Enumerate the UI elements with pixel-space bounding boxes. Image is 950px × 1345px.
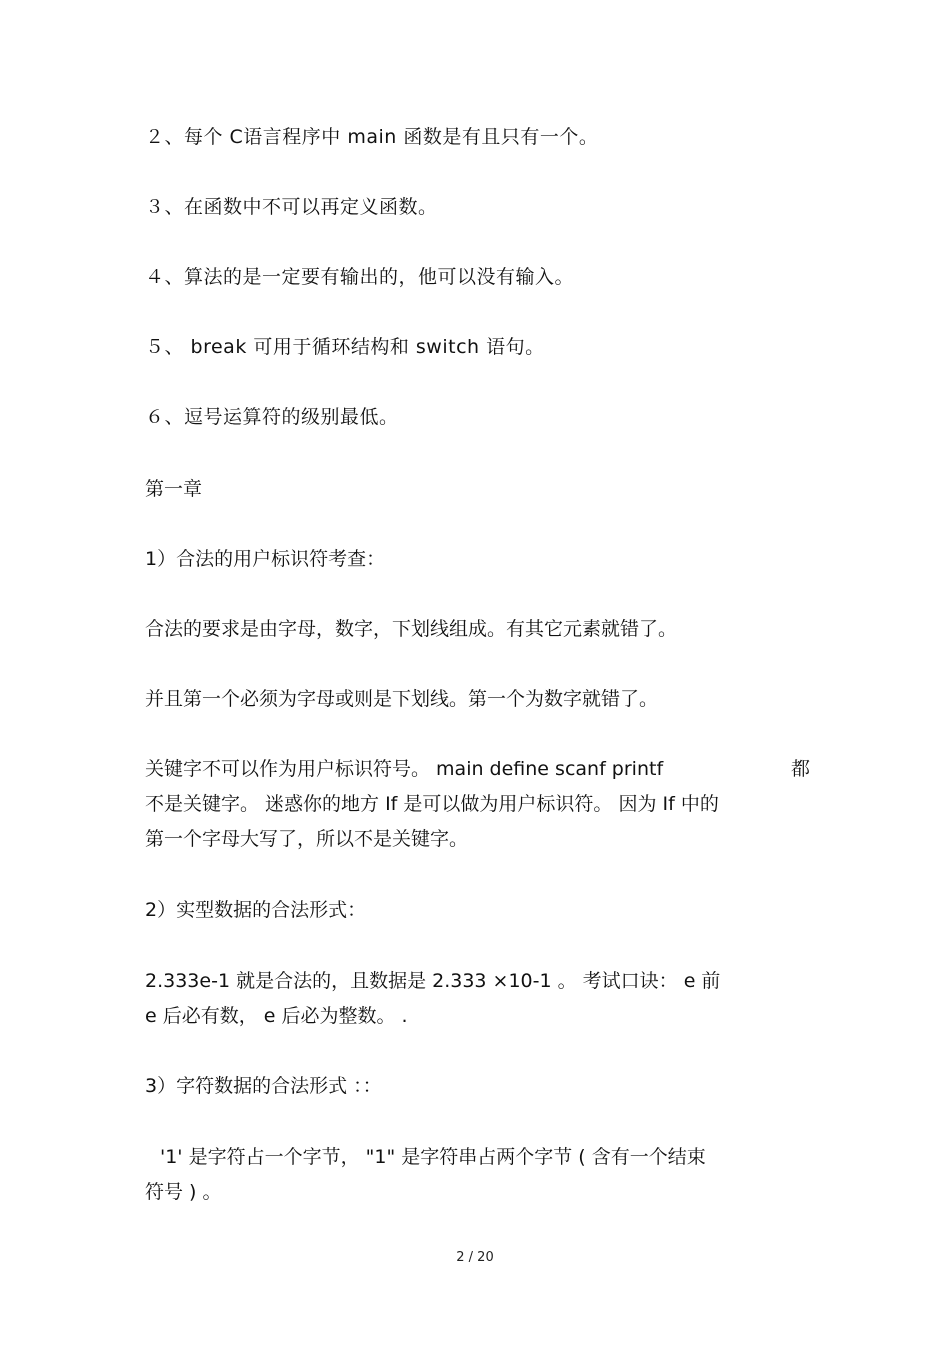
section1-paragraph-2: 并且第一个必须为字母或则是下划线。第一个为数字就错了。 (145, 688, 659, 710)
page-number: 2 / 20 (456, 1250, 494, 1265)
list-item-4: ４、算法的是一定要有输出的，他可以没有输入。 (145, 266, 575, 288)
section3-paragraph (145, 1140, 810, 1210)
section1-paragraph-3 (145, 752, 810, 857)
list-item-3: ３、在函数中不可以再定义函数。 (145, 196, 438, 218)
section3-heading: 3）字符数据的合法形式 ：： (145, 1075, 382, 1097)
list-item-6: ６、逗号运算符的级别最低。 (145, 406, 399, 428)
paragraph-text: 都 (790, 758, 810, 780)
section1-paragraph-1: 合法的要求是由字母，数字，下划线组成。有其它元素就错了。 (145, 618, 678, 640)
paragraph-line: 第一个字母大写了，所以不是关键字。 (145, 828, 469, 850)
chapter-heading: 第一章 (145, 478, 203, 500)
section2-heading: 2）实型数据的合法形式： (145, 899, 367, 921)
paragraph-line: 符号 ) 。 (145, 1181, 222, 1203)
paragraph-line: e 后必有数， e 后必为整数。 . (145, 1005, 408, 1027)
paragraph-line: 不是关键字。 迷惑你的地方 If 是可以做为用户标识符。 因为 If 中的 (145, 793, 719, 815)
paragraph-text: 关键字不可以作为用户标识符号。 main define scanf printf (145, 758, 664, 780)
list-item-5: ５、 break 可用于循环结构和 switch 语句。 (145, 336, 545, 358)
paragraph-line (145, 752, 810, 787)
section2-paragraph (145, 964, 810, 1034)
paragraph-line: 2.333e-1 就是合法的，且数据是 2.333 ×10-1 。 考试口诀： e 前 (145, 970, 721, 992)
section1-heading: 1）合法的用户标识符考查： (145, 548, 386, 570)
paragraph-line: '1' 是字符占一个字节， "1" 是字符串占两个字节 ( 含有一个结束 (160, 1146, 706, 1168)
list-item-2: ２、每个 C语言程序中 main 函数是有且只有一个。 (145, 126, 599, 148)
